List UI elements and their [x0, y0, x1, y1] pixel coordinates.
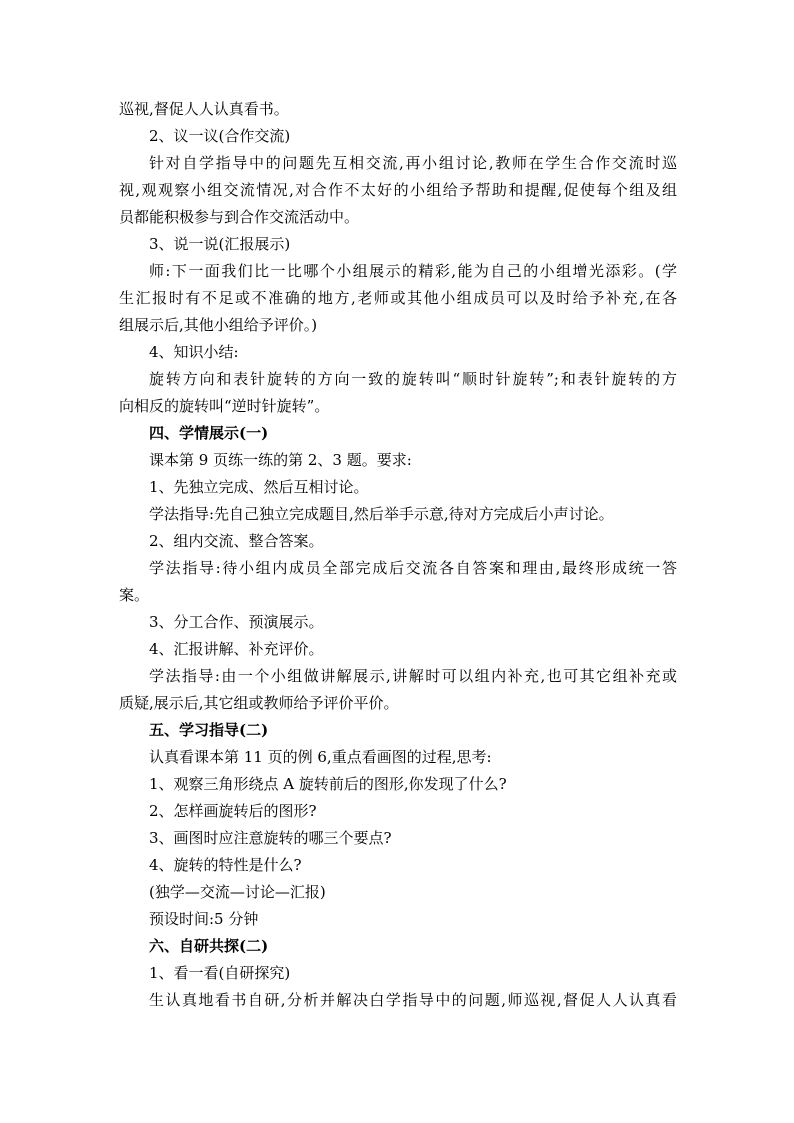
text-line: 师:下一面我们比一比哪个小组展示的精彩,能为自己的小组增光添彩。(学	[149, 262, 677, 280]
text-line: 案。	[119, 586, 150, 604]
text-line: 1、看一看(自研探究)	[149, 964, 291, 982]
text-line: 视,观观察小组交流情况,对合作不太好的小组给予帮助和提醒,促使每个组及组	[119, 181, 677, 199]
text-line: 2、议一议(合作交流)	[149, 127, 291, 145]
text-line: 学法指导:待小组内成员全部完成后交流各自答案和理由,最终形成统一答	[149, 559, 677, 577]
text-line: 3、画图时应注意旋转的哪三个要点?	[149, 829, 392, 847]
text-line: 向相反的旋转叫“逆时针旋转”。	[119, 397, 330, 415]
text-line: 3、分工合作、预演展示。	[149, 613, 324, 631]
text-line: 组展示后,其他小组给予评价。)	[119, 316, 318, 334]
text-line: 生汇报时有不足或不准确的地方,老师或其他小组成员可以及时给予补充,在各	[119, 289, 677, 307]
text-line: 2、组内交流、整合答案。	[149, 532, 324, 550]
text-line: 1、先独立完成、然后互相讨论。	[149, 478, 369, 496]
text-line: 质疑,展示后,其它组或教师给予评价平价。	[119, 694, 399, 712]
text-line: 生认真地看书自研,分析并解决白学指导中的问题,师巡视,督促人人认真看	[149, 991, 677, 1009]
text-line: 学法指导:由一个小组做讲解展示,讲解时可以组内补充,也可其它组补充或	[149, 667, 677, 685]
text-line: 员都能积极参与到合作交流活动中。	[119, 208, 360, 226]
document-body	[119, 96, 677, 1014]
text-line: 4、旋转的特性是什么?	[149, 856, 302, 874]
section-heading: 五、学习指导(二)	[149, 721, 269, 739]
text-line: (独学—交流—讨论—汇报)	[149, 883, 326, 901]
text-line: 课本第 9 页练一练的第 2、3 题。要求:	[149, 451, 412, 469]
text-line: 预设时间:5 分钟	[149, 910, 259, 928]
text-line: 2、怎样画旋转后的图形?	[149, 802, 317, 820]
section-heading: 四、学情展示(一)	[149, 424, 269, 442]
text-line: 4、知识小结:	[149, 343, 239, 361]
text-line: 旋转方向和表针旋转的方向一致的旋转叫“顺时针旋转”;和表针旋转的方	[149, 370, 677, 388]
text-line: 1、观察三角形绕点 A 旋转前后的图形,你发现了什么?	[149, 775, 507, 793]
text-line: 3、说一说(汇报展示)	[149, 235, 291, 253]
text-line: 巡视,督促人人认真看书。	[119, 100, 289, 118]
text-line: 学法指导:先自己独立完成题目,然后举手示意,待对方完成后小声讨论。	[149, 505, 614, 523]
text-line: 认真看课本第 11 页的例 6,重点看画图的过程,思考:	[149, 748, 492, 766]
section-heading: 六、自研共探(二)	[149, 937, 269, 955]
text-line: 针对自学指导中的问题先互相交流,再小组讨论,教师在学生合作交流时巡	[149, 154, 677, 172]
text-line: 4、汇报讲解、补充评价。	[149, 640, 324, 658]
